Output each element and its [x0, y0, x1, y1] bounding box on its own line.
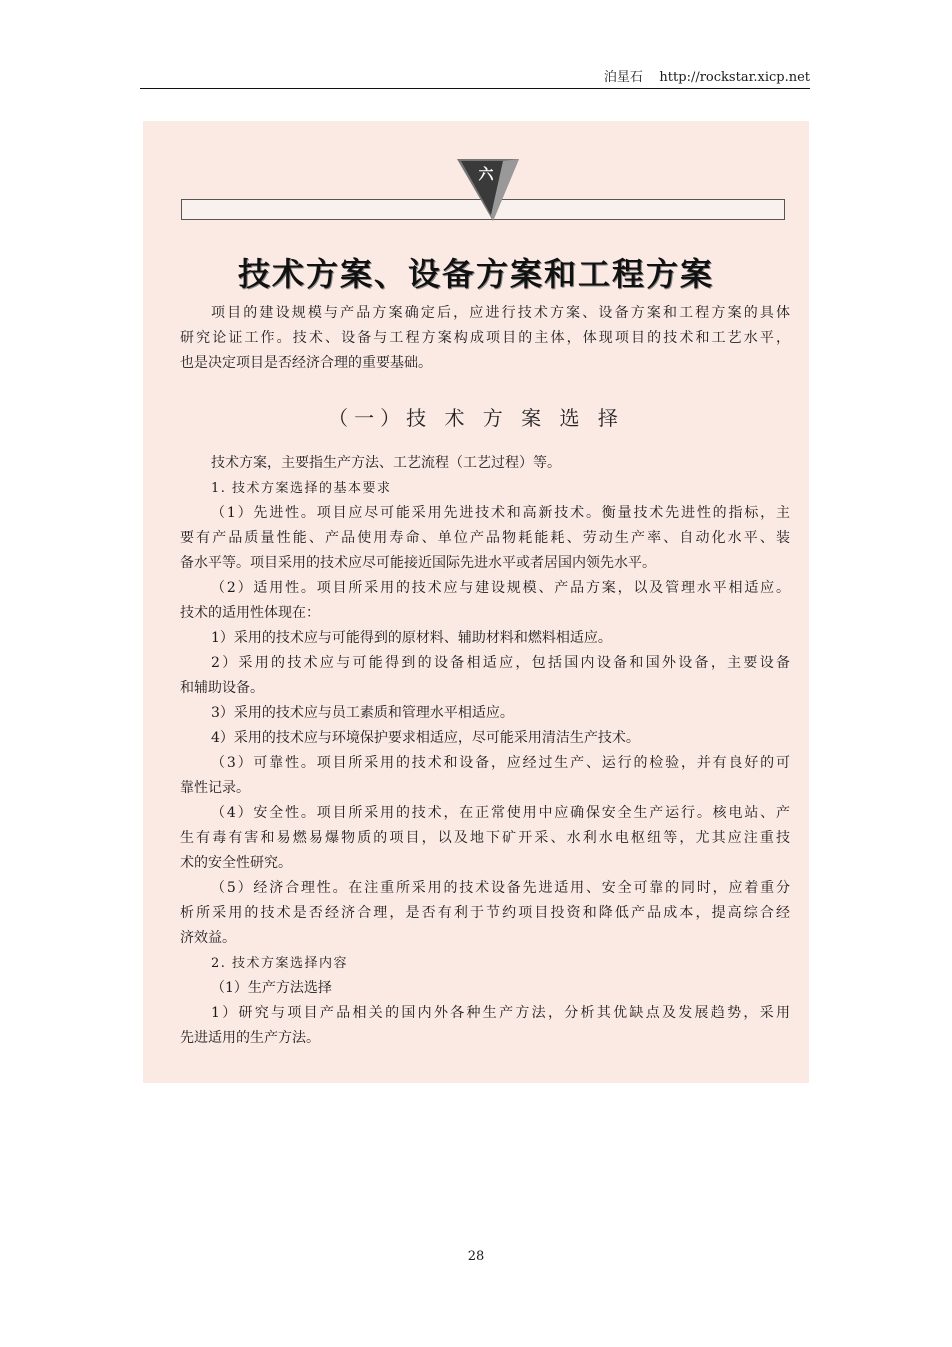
page-number: 28 — [467, 1249, 485, 1264]
text-line: （1）生产方法选择 — [211, 980, 332, 996]
subheading: 1. 技术方案选择的基本要求 — [211, 481, 392, 496]
body-text — [180, 451, 790, 1051]
text-line: 3）采用的技术应与员工素质和管理水平相适应。 — [211, 705, 514, 721]
text-line: 1）研究与项目产品相关的国内外各种生产方法，分析其优缺点及发展趋势，采用 — [211, 1005, 790, 1021]
section-title: （一）技 术 方 案 选 择 — [328, 406, 624, 430]
header-rule — [140, 88, 810, 89]
scanned-page — [143, 121, 809, 1083]
subheading: 2. 技术方案选择内容 — [211, 956, 349, 971]
text-line: （1）先进性。项目应尽可能采用先进技术和高新技术。衡量技术先进性的指标，主 — [211, 505, 790, 521]
text-line: 技术的适用性体现在： — [180, 605, 320, 621]
text-line: 术的安全性研究。 — [180, 855, 292, 871]
text-line: 技术方案，主要指生产方法、工艺流程（工艺过程）等。 — [211, 455, 561, 471]
text-line: 生有毒有害和易燃易爆物质的项目，以及地下矿开采、水利水电枢纽等，尤其应注重技 — [180, 830, 790, 846]
chapter-title: 技术方案、设备方案和工程方案 — [237, 255, 714, 293]
intro-line: 也是决定项目是否经济合理的重要基础。 — [180, 355, 432, 371]
text-line: 靠性记录。 — [180, 780, 250, 796]
text-line: （3）可靠性。项目所采用的技术和设备，应经过生产、运行的检验，并有良好的可 — [211, 755, 790, 771]
text-line: 备水平等。项目采用的技术应尽可能接近国际先进水平或者居国内领先水平。 — [180, 555, 656, 571]
text-line: 先进适用的生产方法。 — [180, 1030, 320, 1046]
intro-paragraph — [180, 301, 790, 376]
text-line: （2）适用性。项目所采用的技术应与建设规模、产品方案，以及管理水平相适应。 — [211, 580, 790, 596]
intro-line: 研究论证工作。技术、设备与工程方案构成项目的主体，体现项目的技术和工艺水平， — [180, 330, 790, 346]
text-line: 要有产品质量性能、产品使用寿命、单位产品物耗能耗、劳动生产率、自动化水平、装 — [180, 530, 790, 546]
header-text: 泊星石 http://rockstar.xicp.net — [603, 70, 810, 85]
intro-line: 项目的建设规模与产品方案确定后，应进行技术方案、设备方案和工程方案的具体 — [211, 305, 790, 321]
text-line: 和辅助设备。 — [180, 680, 264, 696]
text-line: 析所采用的技术是否经济合理，是否有利于节约项目投资和降低产品成本，提高综合经 — [180, 905, 790, 921]
text-line: 2）采用的技术应与可能得到的设备相适应，包括国内设备和国外设备，主要设备 — [211, 655, 790, 671]
text-line: 4）采用的技术应与环境保护要求相适应，尽可能采用清洁生产技术。 — [211, 730, 640, 746]
text-line: （5）经济合理性。在注重所采用的技术设备先进适用、安全可靠的同时，应着重分 — [211, 880, 790, 896]
page-header — [140, 68, 810, 90]
chapter-number: 六 — [478, 165, 494, 183]
text-line: 济效益。 — [180, 930, 236, 946]
text-line: （4）安全性。项目所采用的技术，在正常使用中应确保安全生产运行。核电站、产 — [211, 805, 790, 821]
text-line: 1）采用的技术应与可能得到的原材料、辅助材料和燃料相适应。 — [211, 630, 612, 646]
